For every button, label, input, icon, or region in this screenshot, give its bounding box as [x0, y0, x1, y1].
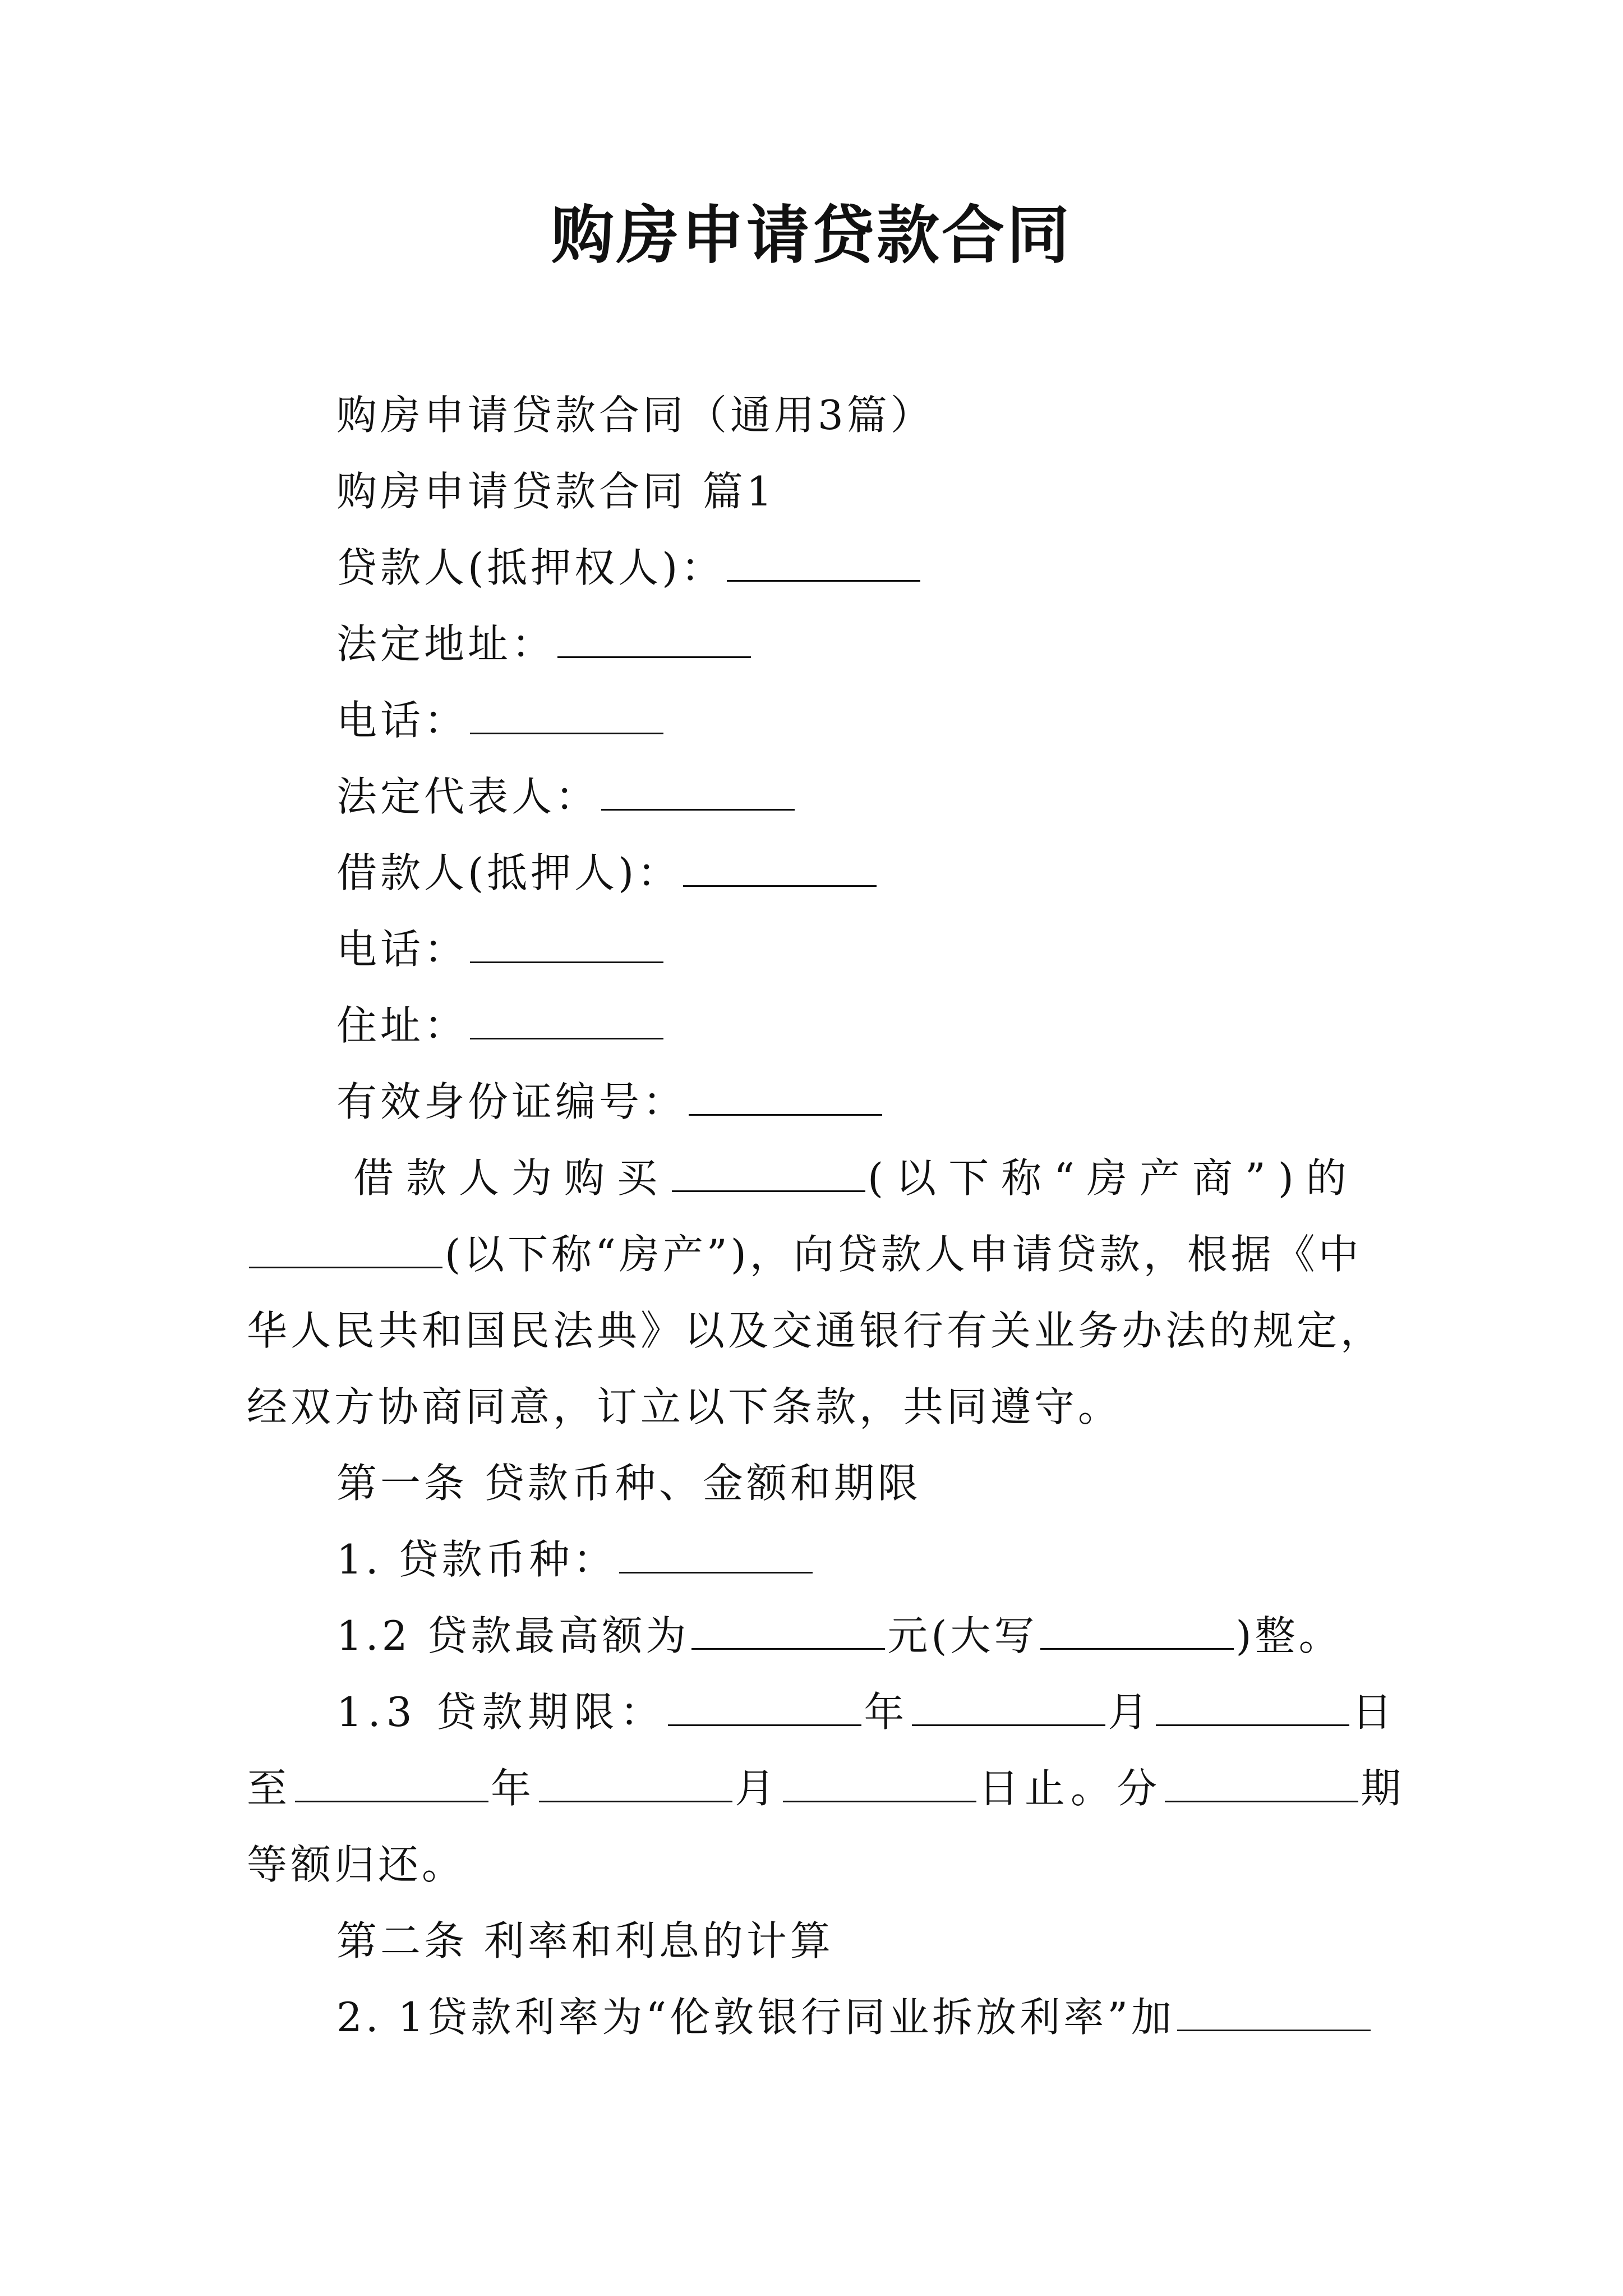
installments-blank: [1165, 1795, 1358, 1802]
legal-address-line: [336, 616, 753, 672]
address-blank: [470, 1032, 663, 1039]
developer-blank: [672, 1185, 865, 1192]
property-blank: [249, 1261, 442, 1268]
lender-blank: [727, 574, 920, 582]
legal-rep-blank: [601, 803, 795, 811]
borrower-blank: [683, 880, 877, 887]
address-line: [336, 997, 666, 1053]
paragraph-line-3: 华人民共和国民法典》以及交通银行有关业务办法的规定，: [247, 1307, 1385, 1354]
legal-rep-label: 法定代表人：: [336, 773, 600, 820]
section-heading: 购房申请贷款合同 篇1: [336, 468, 776, 515]
phone-line: [336, 692, 666, 748]
address-label: 住址：: [336, 1002, 468, 1049]
paragraph-line-4: 经双方协商同意，订立以下条款，共同遵守。: [247, 1383, 1122, 1430]
item-text: 1.3 贷款期限：: [336, 1688, 666, 1736]
item-text: 年: [864, 1688, 910, 1736]
item-text: 1. 贷款币种：: [336, 1536, 617, 1583]
document-title: 购房申请贷款合同: [551, 199, 1072, 272]
item-text: )整。: [1235, 1612, 1343, 1659]
legal-address-label: 法定地址：: [336, 620, 556, 668]
item-text: 日: [1352, 1688, 1398, 1736]
borrower-phone-blank: [470, 956, 663, 963]
item-text: 1.2 贷款最高额为: [336, 1612, 690, 1659]
phone-label: 电话：: [336, 697, 468, 744]
borrower-phone-label: 电话：: [336, 926, 468, 973]
borrower-label: 借款人(抵押人)：: [336, 849, 681, 896]
borrower-line: [336, 845, 879, 901]
amount-words-blank: [1040, 1642, 1234, 1650]
item-text: 月: [735, 1765, 781, 1812]
currency-blank: [619, 1566, 813, 1573]
item-text: 期: [1361, 1765, 1407, 1812]
item-1-3: [336, 1684, 1398, 1740]
start-year-blank: [668, 1719, 861, 1726]
id-number-blank: [689, 1108, 882, 1116]
paragraph-text: (以下称“房产商”)的: [868, 1154, 1359, 1202]
end-year-blank: [295, 1795, 488, 1802]
borrower-phone-line: [336, 921, 666, 977]
item-1-1: [336, 1531, 815, 1588]
legal-rep-line: [336, 769, 797, 825]
id-number-label: 有效身份证编号：: [336, 1078, 687, 1125]
id-number-line: [336, 1074, 884, 1130]
margin-rate-blank: [1177, 2024, 1371, 2031]
item-text: 元(大写: [887, 1612, 1038, 1659]
subtitle-line: 购房申请贷款合同（通用3篇）: [336, 392, 934, 439]
item-text: 年: [491, 1765, 537, 1812]
item-text: 月: [1108, 1688, 1154, 1736]
start-day-blank: [1156, 1719, 1349, 1726]
article-2-heading: 第二条 利率和利息的计算: [336, 1917, 834, 1964]
article-1-heading: 第一条 贷款币种、金额和期限: [336, 1460, 921, 1507]
phone-blank: [470, 727, 663, 734]
paragraph-text: (以下称“房产”)，向贷款人申请贷款，根据《中: [445, 1231, 1362, 1278]
legal-address-blank: [557, 651, 751, 658]
paragraph-line-1: [353, 1150, 1359, 1206]
item-1-3-cont: [247, 1760, 1407, 1816]
amount-blank: [691, 1642, 885, 1650]
lender-line: [336, 540, 923, 596]
paragraph-text: 借款人为购买: [353, 1154, 670, 1202]
end-day-blank: [783, 1795, 976, 1802]
item-1-3-end: 等额归还。: [247, 1841, 466, 1888]
item-2-1: [336, 1989, 1373, 2045]
item-1-2: [336, 1608, 1343, 1664]
lender-label: 贷款人(抵押权人)：: [336, 544, 725, 591]
end-month-blank: [539, 1795, 732, 1802]
paragraph-line-2: [247, 1226, 1362, 1282]
item-text: 日止。分: [979, 1765, 1163, 1812]
item-text: 至: [247, 1765, 293, 1812]
item-text: 2. 1贷款利率为“伦敦银行同业拆放利率”加: [336, 1994, 1175, 2041]
start-month-blank: [912, 1719, 1105, 1726]
